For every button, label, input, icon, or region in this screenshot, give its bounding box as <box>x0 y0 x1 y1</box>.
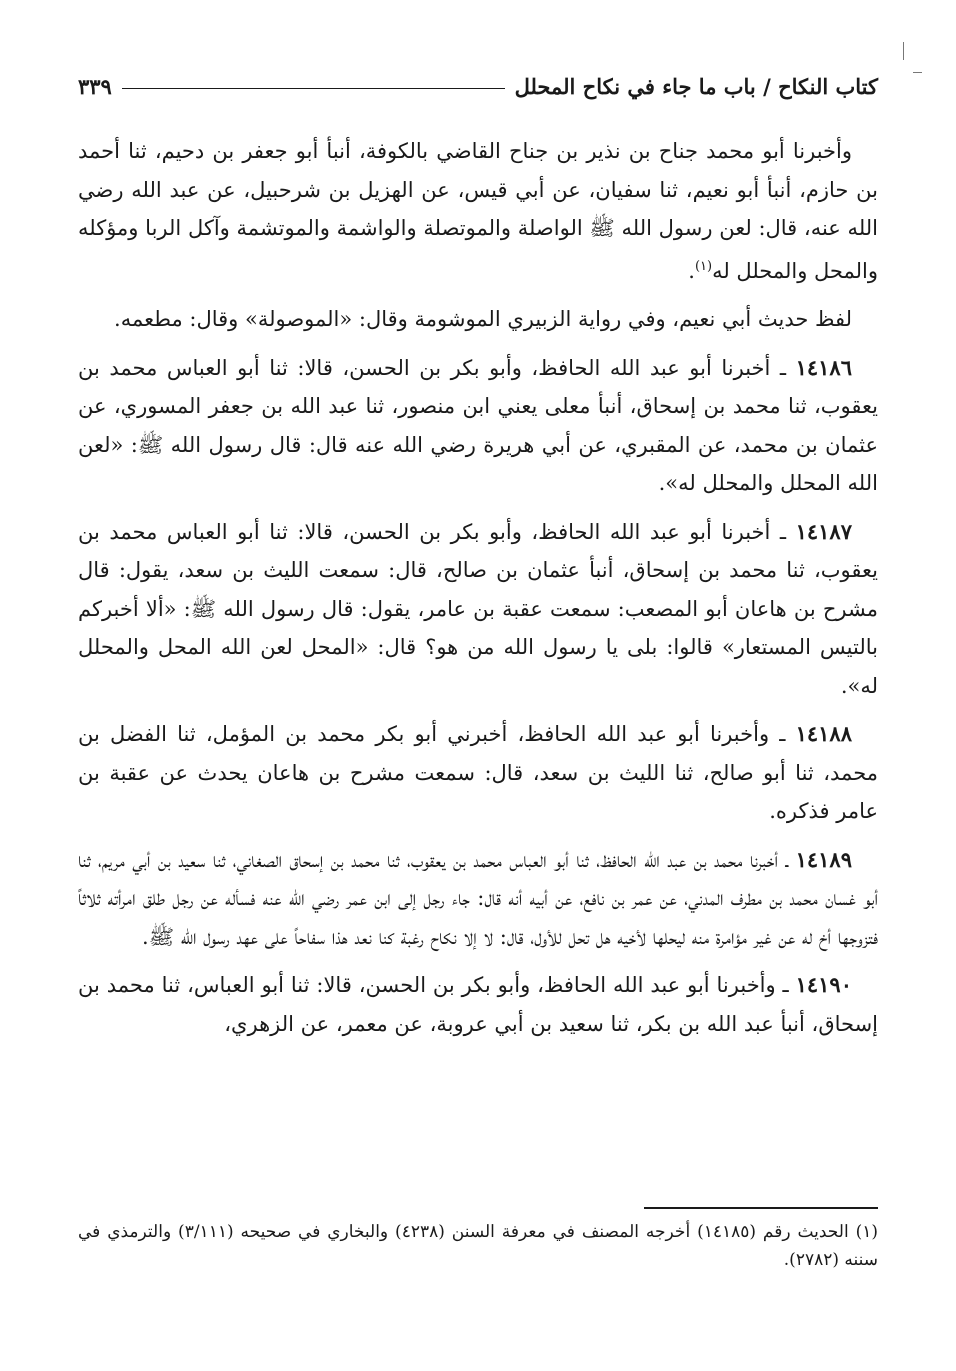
footnote-text: (١) الحديث رقم (١٤١٨٥) أخرجه المصنف في معرفة السنن (٤٢٣٨) والبخاري في صحيحه (٣/١١١) والترمذي في سننه (٢٧٨٢). <box>78 1222 878 1270</box>
paragraph-end: . <box>688 258 695 283</box>
hadith-number: ١٤١٨٧ <box>795 518 852 544</box>
paragraph-text: ـ وأخبرنا أبو عبد الله الحافظ، وأبو بكر بن الحسن، قالا: ثنا أبو العباس، ثنا محمد بن إسحاق، أنبأ عبد الله بن بكر، ثنا سعيد بن أبي عروبة، عن معمر، عن الزهري، <box>78 973 878 1036</box>
paragraph-text: ـ أخبرنا أبو عبد الله الحافظ، وأبو بكر بن الحسن، قالا: ثنا أبو العباس محمد بن يعقوب، ثنا محمد بن إسحاق، أنبأ معلى يعني ابن منصور، ثنا عبد الله بن جعفر المسوري، عن عثمان بن محمد، عن المقبري، عن أبي هريرة رضي الله عنه قال: قال رسول الله ﷺ: «لعن الله المحلل والمحلل له». <box>78 355 878 495</box>
paragraph-text: ـ أخبرنا أبو عبد الله الحافظ، وأبو بكر بن الحسن، قالا: ثنا أبو العباس محمد بن يعقوب، ثنا محمد بن إسحاق، أنبأ عثمان بن صالح، قال: سمعت الليث بن سعد، يقول: قال مشرح بن هاعان أبو المصعب: سمعت عقبة بن عامر، يقول: قال رسول الله ﷺ: «ألا أخبركم بالتيس المستعار» قالوا: بلى يا رسول الله من هو؟ قال: «المحل لعن الله المحل والمحلل له». <box>78 519 878 698</box>
footnote <box>78 1218 878 1274</box>
running-title: كتاب النكاح / باب ما جاء في نكاح المحلل <box>514 73 878 99</box>
paragraph <box>78 300 878 339</box>
hadith-number: ١٤١٨٦ <box>795 354 852 380</box>
header-rule <box>122 88 505 89</box>
page-header <box>78 66 878 106</box>
paragraph-text: لفظ حديث أبي نعيم، وفي رواية الزبيري الموشومة وقال: «الموصولة» وقال: مطعمه. <box>114 307 852 331</box>
footnote-ref: (١) <box>694 258 713 274</box>
page-number: ٣٣٩ <box>78 73 112 99</box>
hadith-paragraph <box>78 513 878 706</box>
hadith-paragraph <box>78 966 878 1043</box>
paragraph <box>78 132 878 290</box>
hadith-number: ١٤١٨٨ <box>795 721 852 746</box>
hadith-paragraph <box>78 349 878 503</box>
paragraph-text: وأخبرنا أبو محمد جناح بن نذير بن جناح القاضي بالكوفة، أنبأ أبو جعفر بن دحيم، ثنا أحمد بن حازم، أنبأ أبو نعيم، ثنا سفيان، عن أبي قيس، عن الهزيل بن شرحبيل، عن عبد الله رضي الله عنه، قال: لعن رسول الله ﷺ الواصلة والموتصلة والواشمة والموتشمة وآكل الربا ومؤكله والمحل والمحلل له <box>78 139 878 283</box>
footnote-separator <box>644 1207 878 1209</box>
main-text <box>78 132 878 1053</box>
margin-dash <box>913 72 922 73</box>
hadith-paragraph <box>78 715 878 831</box>
hadith-number: ١٤١٩٠ <box>795 972 852 997</box>
margin-mark <box>903 42 904 60</box>
hadith-number: ١٤١٨٩ <box>795 846 852 872</box>
paragraph-text: ـ وأخبرنا أبو عبد الله الحافظ، أخبرني أبو بكر محمد بن المؤمل، ثنا الفضل بن محمد، ثنا أبو صالح، ثنا الليث بن سعد، قال: سمعت مشرح بن هاعان يحدث عن عقبة بن عامر فذكره. <box>78 722 878 823</box>
hadith-paragraph <box>78 841 878 957</box>
paragraph-text: ـ أخبرنا محمد بن عبد الله الحافظ، ثنا أبو العباس محمد بن يعقوب، ثنا محمد بن إسحاق الصغاني، ثنا سعيد بن أبي مريم، ثنا أبو غسان محمد بن مطرف المدني، عن عمر بن نافع، عن أبيه أنه قال: جاء رجل إلى ابن عمر رضي الله عنه فسأله عن رجل طلق امرأته ثلاثاً فتزوجها أخ له عن غير مؤامرة منه ليحلها لأخيه هل تحل للأول، قال: لا إلا نكاح رغبة كنا نعد هذا سفاحاً على عهد رسول الله ﷺ. <box>78 847 878 949</box>
